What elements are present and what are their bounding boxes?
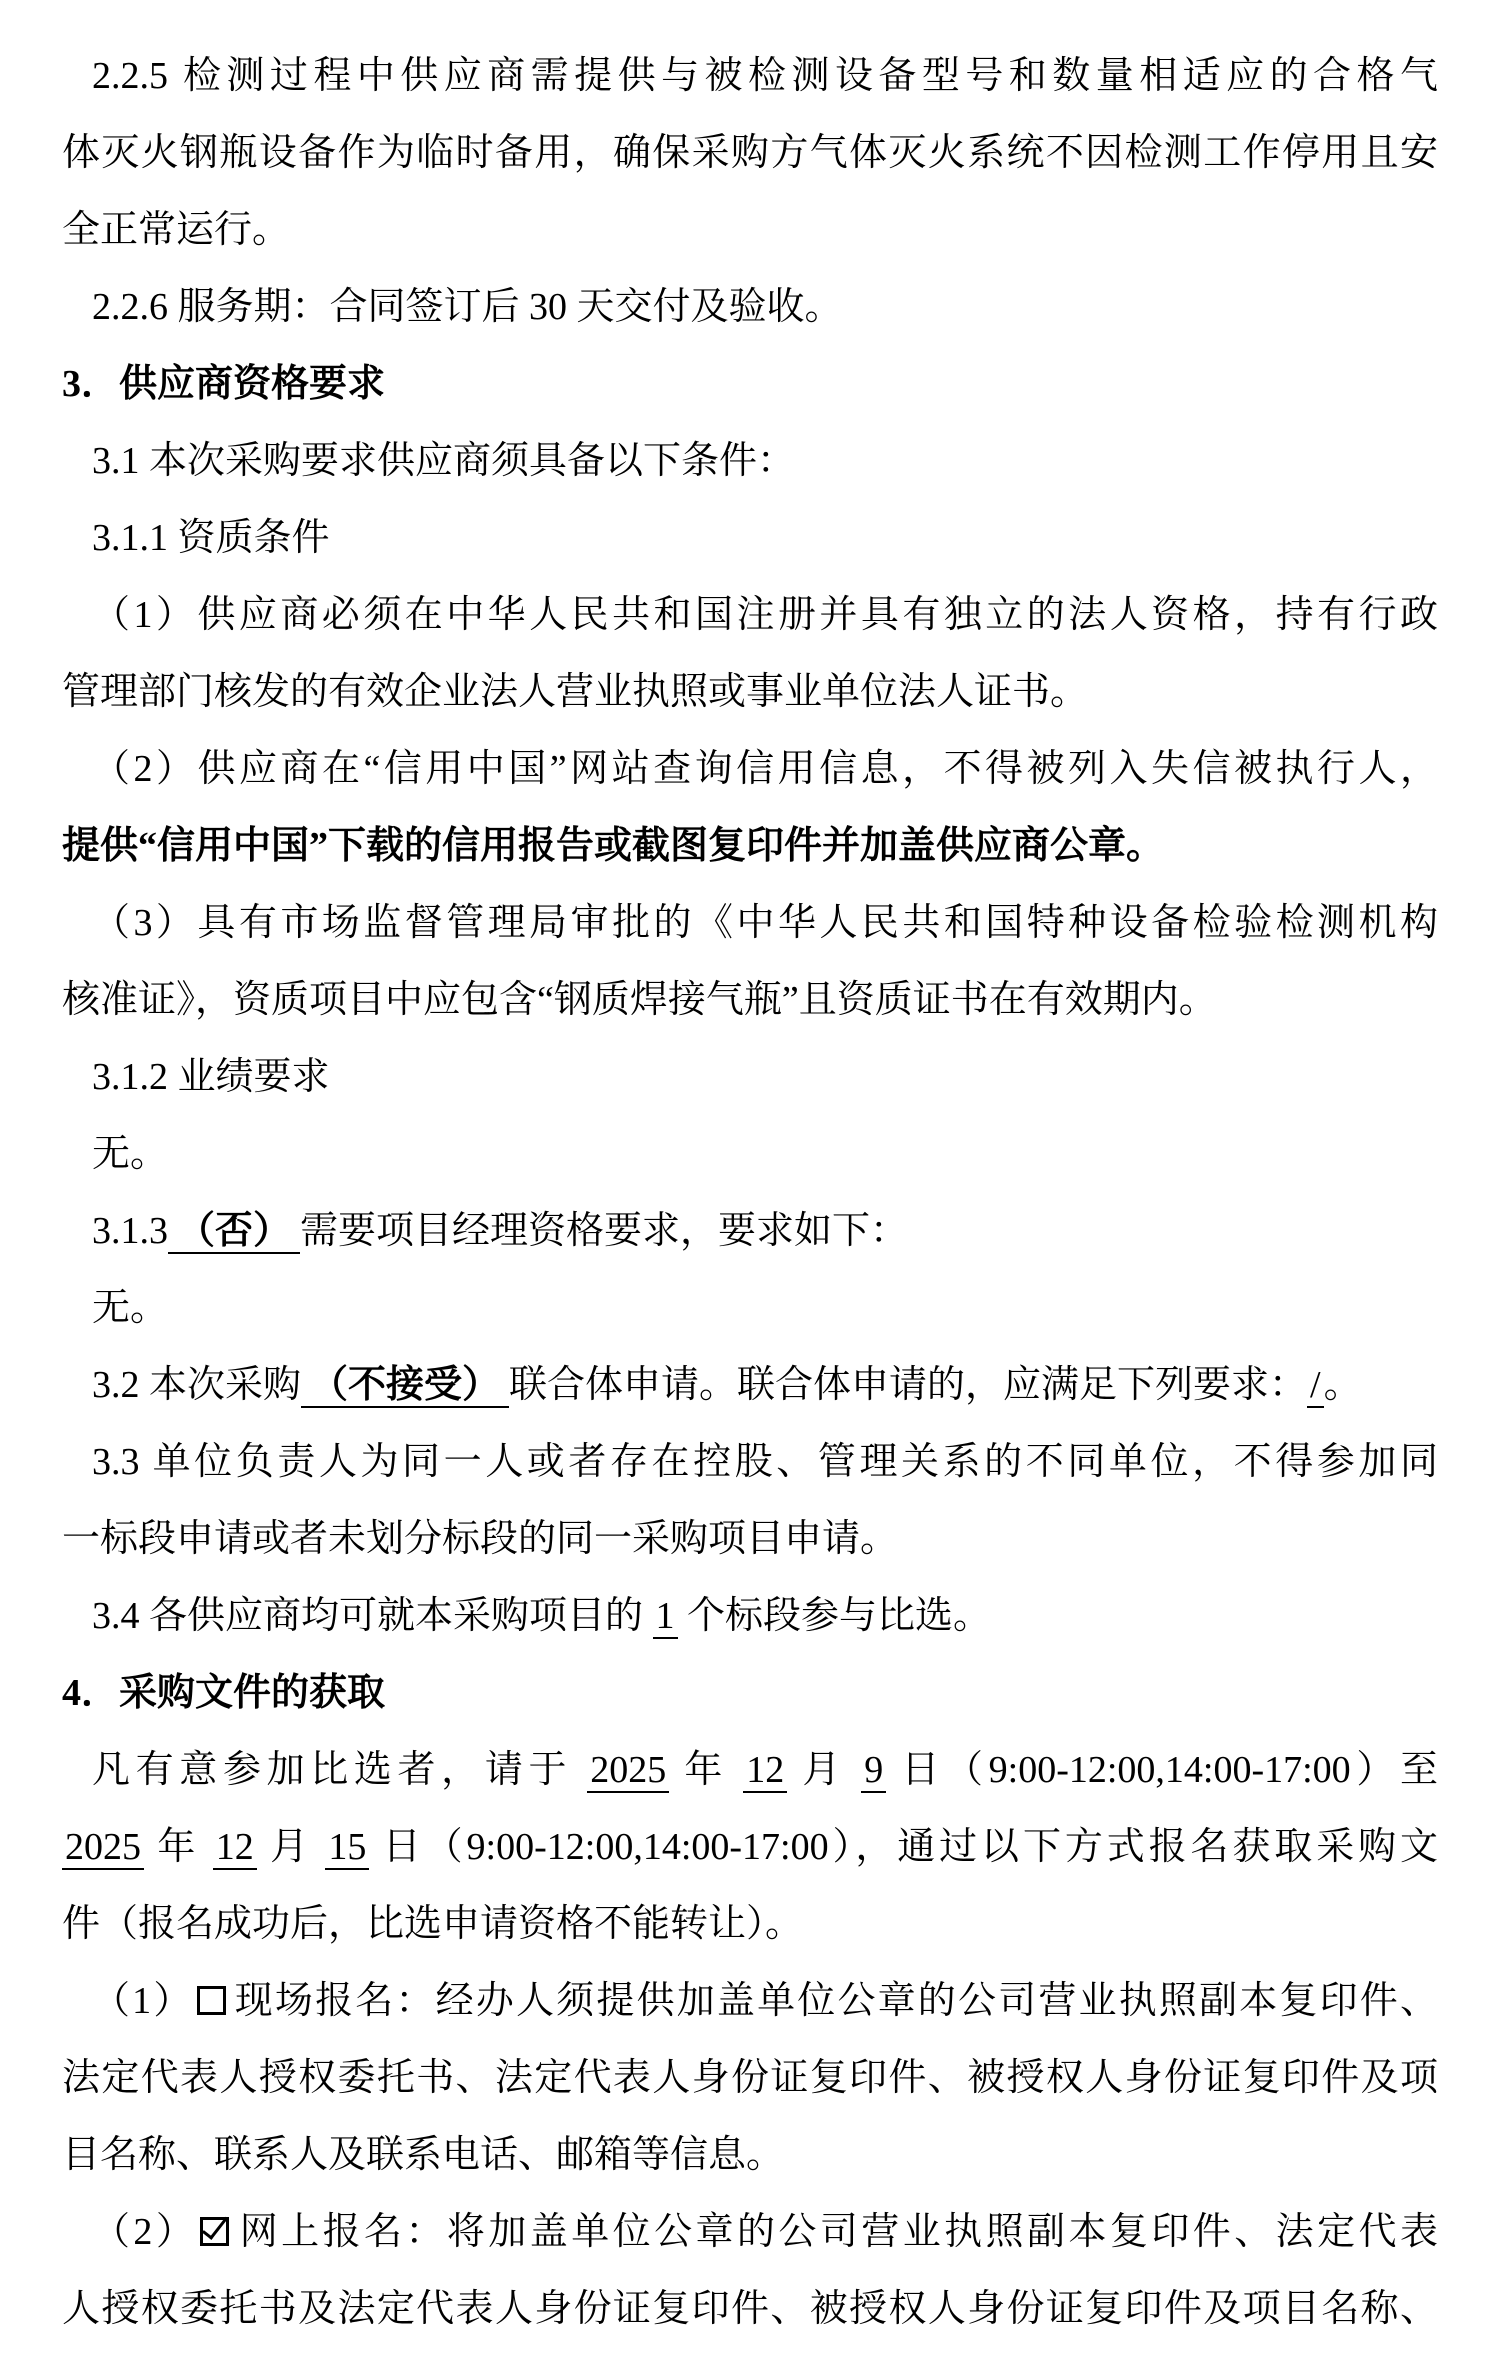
clause-3-1-line-1: [62, 423, 1438, 500]
text-run: （不接受）: [301, 1364, 509, 1408]
item-2-online-registration-line-1: [62, 2194, 1438, 2271]
checkbox-checked-icon: [200, 2217, 229, 2246]
clause-4-intro-line-1: [62, 1732, 1438, 1809]
text-run: 3.1.2 业绩要求: [92, 1056, 330, 1098]
checkbox-unchecked-icon: [197, 1986, 226, 2015]
clause-3-3-same-person-line-2: [62, 1501, 1438, 1578]
clause-2-2-5-line-2: [62, 115, 1438, 192]
pm-requirement-none-line-1: [62, 1270, 1438, 1347]
text-run: 月: [256, 1826, 326, 1868]
text-run: 现场报名：经办人须提供加盖单位公章的公司营业执照副本复印件、: [232, 1980, 1438, 2022]
text-run: （1）供应商必须在中华人民共和国注册并具有独立的法人资格，持有行政: [92, 594, 1438, 636]
text-run: 年: [669, 1749, 744, 1791]
text-run: 3.1 本次采购要求供应商须具备以下条件：: [92, 440, 796, 482]
text-run: 网上报名：将加盖单位公章的公司营业执照副本复印件、法定代表: [236, 2211, 1438, 2253]
text-run: 件（报名成功后，比选申请资格不能转让）。: [62, 1903, 804, 1945]
text-run: （3）具有市场监督管理局审批的《中华人民共和国特种设备检验检测机构: [92, 902, 1438, 944]
clause-2-2-6-line-1: [62, 269, 1438, 346]
text-run: 2025: [587, 1749, 669, 1793]
text-run: 法定代表人授权委托书、法定代表人身份证复印件、被授权人身份证复印件及项: [62, 2057, 1438, 2099]
text-run: 体灭火钢瓶设备作为临时备用，确保采购方气体灭火系统不因检测工作停用且安: [62, 132, 1438, 174]
text-run: 3．供应商资格要求: [62, 363, 386, 405]
text-run: 需要项目经理资格要求，要求如下：: [300, 1210, 909, 1252]
document-body: [62, 38, 1438, 2348]
text-run: 无。: [92, 1287, 169, 1329]
clause-3-1-1-line-1: [62, 500, 1438, 577]
text-run: 管理部门核发的有效企业法人营业执照或事业单位法人证书。: [62, 671, 1089, 713]
heading-3-supplier-qualification-line-1: [62, 346, 1438, 423]
text-run: 2.2.6 服务期：合同签订后 30 天交付及验收。: [92, 286, 843, 328]
text-run: 月: [787, 1749, 862, 1791]
text-run: 3.1.3: [92, 1210, 168, 1252]
text-run: 9: [861, 1749, 886, 1793]
text-run: /: [1307, 1364, 1324, 1408]
text-run: 。: [1323, 1364, 1362, 1406]
text-run: 凡有意参加比选者，请于: [92, 1749, 588, 1791]
item-1-onsite-registration-line-1: [62, 1963, 1438, 2040]
text-run: 年: [144, 1826, 213, 1868]
item-3-inspection-license-line-1: [62, 885, 1438, 962]
item-1-registration-line-1: [62, 577, 1438, 654]
clause-3-4-one-lot-line-1: [62, 1578, 1438, 1655]
item-1-onsite-registration-line-2: [62, 2040, 1438, 2117]
text-run: 2.2.5 检测过程中供应商需提供与被检测设备型号和数量相适应的合格气: [92, 55, 1438, 97]
text-run: （否）: [168, 1210, 300, 1254]
text-run: 3.2 本次采购: [92, 1364, 302, 1406]
item-2-credit-china-line-1: [62, 731, 1438, 808]
clause-3-1-3-line-1: [62, 1193, 1438, 1270]
text-run: 个标段参与比选。: [677, 1595, 992, 1637]
text-run: 3.4 各供应商均可就本采购项目的: [92, 1595, 653, 1637]
text-run: 日（9:00-12:00,14:00-17:00）至: [886, 1749, 1438, 1791]
text-run: 15: [325, 1826, 369, 1870]
performance-requirement-none-line-1: [62, 1116, 1438, 1193]
text-run: 无。: [92, 1133, 169, 1175]
text-run: （2）: [92, 2211, 198, 2253]
text-run: 12: [743, 1749, 787, 1793]
clause-3-1-2-line-1: [62, 1039, 1438, 1116]
text-run: 人授权委托书及法定代表人身份证复印件、被授权人身份证复印件及项目名称、: [62, 2288, 1438, 2330]
text-run: 联合体申请。联合体申请的，应满足下列要求：: [509, 1364, 1308, 1406]
text-run: 2025: [62, 1826, 144, 1870]
item-1-registration-line-2: [62, 654, 1438, 731]
item-3-inspection-license-line-2: [62, 962, 1438, 1039]
clause-4-intro-line-3: [62, 1886, 1438, 1963]
text-run: （2）供应商在“信用中国”网站查询信用信息，不得被列入失信被执行人，: [92, 748, 1438, 790]
item-2-credit-china-line-2: [62, 808, 1438, 885]
text-run: 核准证》，资质项目中应包含“钢质焊接气瓶”且资质证书在有效期内。: [62, 979, 1217, 1021]
clause-4-intro-line-2: [62, 1809, 1438, 1886]
item-1-onsite-registration-line-3: [62, 2117, 1438, 2194]
text-run: 日（9:00-12:00,14:00-17:00），通过以下方式报名获取采购文: [369, 1826, 1438, 1868]
clause-3-3-same-person-line-1: [62, 1424, 1438, 1501]
clause-2-2-5-line-3: [62, 192, 1438, 269]
text-run: 3.3 单位负责人为同一人或者存在控股、管理关系的不同单位，不得参加同: [92, 1441, 1438, 1483]
text-run: 提供“信用中国”下载的信用报告或截图复印件并加盖供应商公章。: [62, 825, 1165, 867]
text-run: 一标段申请或者未划分标段的同一采购项目申请。: [62, 1518, 899, 1560]
text-run: （1）: [92, 1980, 194, 2022]
heading-4-document-acquisition-line-1: [62, 1655, 1438, 1732]
text-run: 1: [653, 1595, 678, 1639]
item-2-online-registration-line-2: [62, 2271, 1438, 2348]
clause-3-2-consortium-line-1: [62, 1347, 1438, 1424]
clause-2-2-5-line-1: [62, 38, 1438, 115]
text-run: 目名称、联系人及联系电话、邮箱等信息。: [62, 2134, 785, 2176]
text-run: 全正常运行。: [62, 209, 291, 251]
text-run: 3.1.1 资质条件: [92, 517, 330, 559]
text-run: 12: [213, 1826, 257, 1870]
text-run: 4．采购文件的获取: [62, 1672, 386, 1714]
